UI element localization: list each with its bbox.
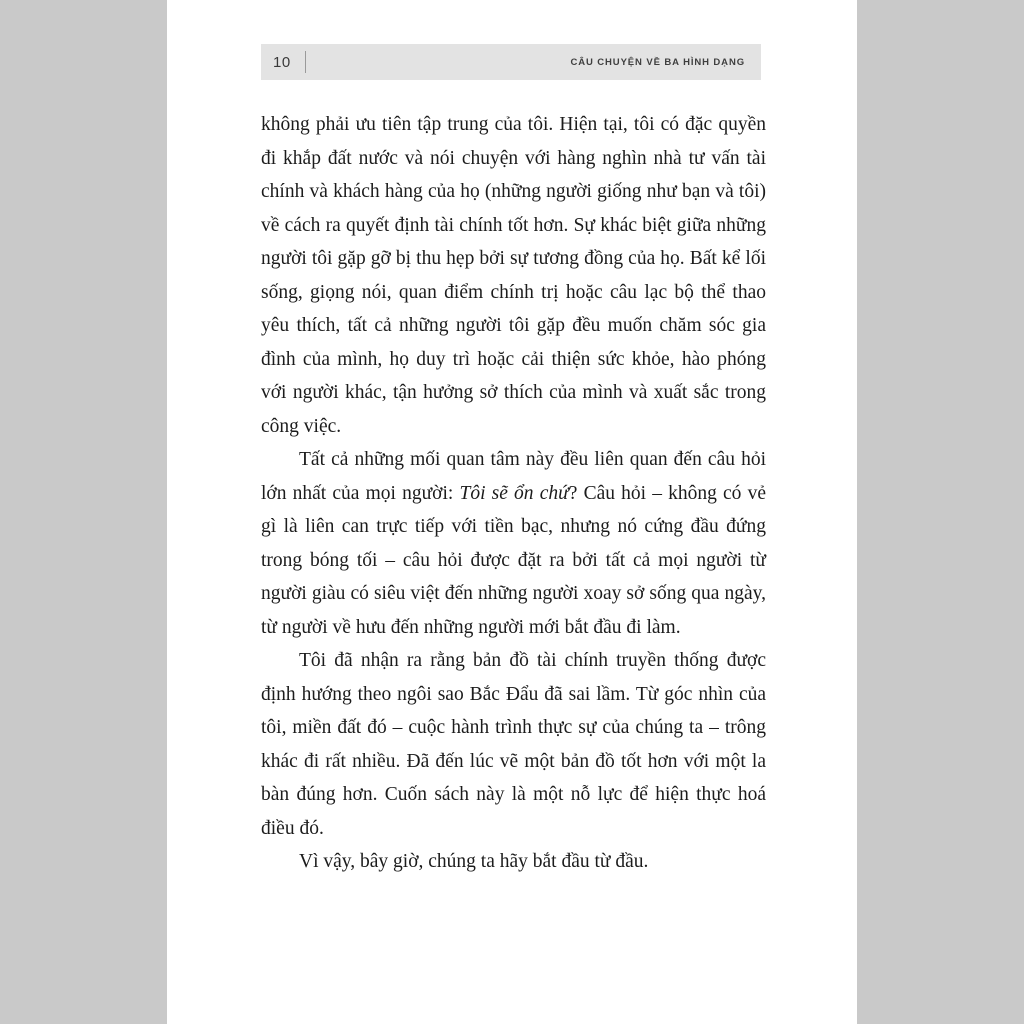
paragraph-2 xyxy=(261,443,766,644)
page-number: 10 xyxy=(273,53,291,71)
paragraph-4: Vì vậy, bây giờ, chúng ta hãy bắt đầu từ đầu. xyxy=(299,851,649,872)
paragraph-2-italic-question: Tôi sẽ ổn chứ xyxy=(459,482,569,504)
paragraph-2-tail: ? Câu hỏi – không có vẻ gì là liên can trực tiếp với tiền bạc, nhưng nó cứng đầu đứng trong bóng tối – câu hỏi được đặt ra bởi tất cả mọi người từ người giàu có siêu việt đến những người xoay sở sống qua ngày, từ người về hưu đến những người mới bắt đầu đi làm. xyxy=(261,482,767,638)
paragraph-2-lead: Tất cả những mối quan tâm này đều liên quan đến câu hỏi lớn nhất của mọi người: xyxy=(261,449,766,504)
page-body-text xyxy=(261,108,766,879)
paragraph-3: Tôi đã nhận ra rằng bản đồ tài chính truyền thống được định hướng theo ngôi sao Bắc Đẩu đã sai lầm. Từ góc nhìn của tôi, miền đất đó – cuộc hành trình thực sự của chúng ta – trông khác đi rất nhiều. Đã đến lúc vẽ một bản đồ tốt hơn với một la bàn đúng hơn. Cuốn sách này là một nỗ lực để hiện thực hoá điều đó. xyxy=(261,650,766,839)
running-head-title: CÂU CHUYỆN VỀ BA HÌNH DẠNG xyxy=(570,56,745,68)
paragraph-1: không phải ưu tiên tập trung của tôi. Hiện tại, tôi có đặc quyền đi khắp đất nước và nói chuyện với hàng nghìn nhà tư vấn tài chính và khách hàng của họ (những người giống như bạn và tôi) về cách ra quyết định tài chính tốt hơn. Sự khác biệt giữa những người tôi gặp gỡ bị thu hẹp bởi sự tương đồng của họ. Bất kể lối sống, giọng nói, quan điểm chính trị hoặc câu lạc bộ thể thao yêu thích, tất cả những người tôi gặp đều muốn chăm sóc gia đình của mình, họ duy trì hoặc cải thiện sức khỏe, hào phóng với người khác, tận hưởng sở thích của mình và xuất sắc trong công việc. xyxy=(261,114,766,437)
book-page xyxy=(167,0,857,1024)
header-divider-line xyxy=(305,51,306,73)
page-header xyxy=(261,44,761,80)
